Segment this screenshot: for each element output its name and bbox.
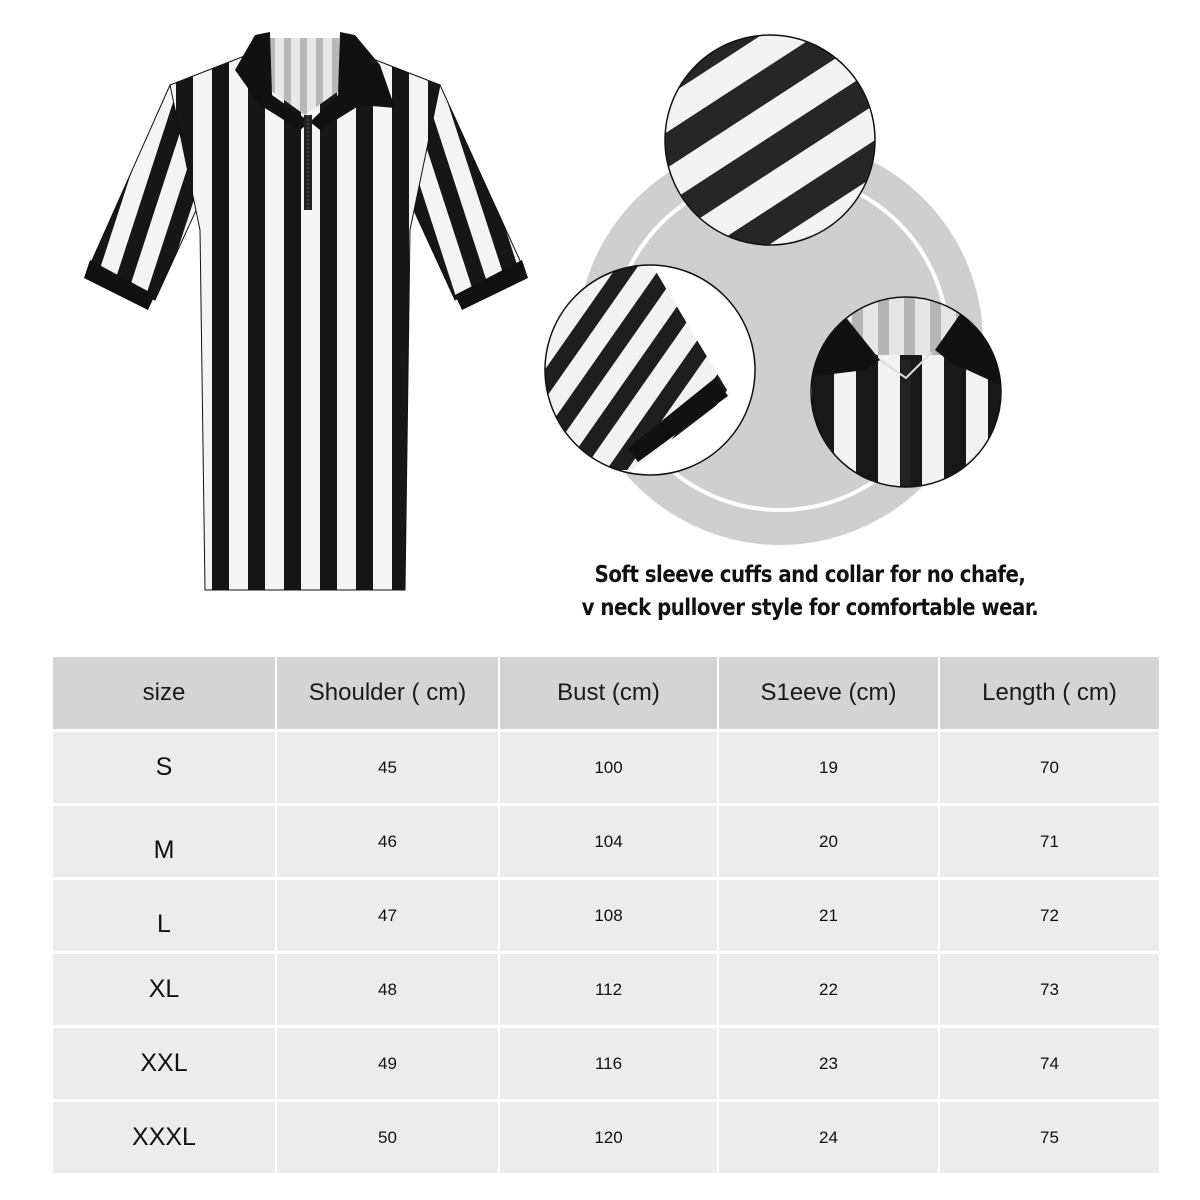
bust-cell: 120 — [500, 1102, 717, 1173]
shoulder-cell: 48 — [277, 954, 498, 1025]
header-bust: Bust (cm) — [500, 657, 717, 729]
length-cell: 74 — [940, 1028, 1159, 1099]
length-cell: 70 — [940, 732, 1159, 803]
shirt-front-image — [60, 10, 550, 600]
size-cell: XXXL — [53, 1102, 275, 1173]
sleeve-cell: 24 — [719, 1102, 938, 1173]
sleeve-cell: 21 — [719, 880, 938, 951]
caption-line-1: Soft sleeve cuffs and collar for no chafe, — [594, 562, 1026, 588]
header-sleeve: S1eeve (cm) — [719, 657, 938, 729]
caption-line-2: v neck pullover style for comfortable wear. — [581, 595, 1039, 621]
length-cell: 75 — [940, 1102, 1159, 1173]
shoulder-cell: 47 — [277, 880, 498, 951]
shoulder-cell: 46 — [277, 806, 498, 877]
bust-cell: 112 — [500, 954, 717, 1025]
size-cell: L — [53, 880, 275, 951]
sleeve-cell: 22 — [719, 954, 938, 1025]
header-length: Length ( cm) — [940, 657, 1159, 729]
sleeve-cell: 19 — [719, 732, 938, 803]
bust-cell: 104 — [500, 806, 717, 877]
detail-closeups — [540, 0, 1160, 550]
header-shoulder: Shoulder ( cm) — [277, 657, 498, 729]
sleeve-cell: 20 — [719, 806, 938, 877]
bust-cell: 100 — [500, 732, 717, 803]
size-cell: XXL — [53, 1028, 275, 1099]
length-cell: 72 — [940, 880, 1159, 951]
shoulder-cell: 49 — [277, 1028, 498, 1099]
length-cell: 73 — [940, 954, 1159, 1025]
shoulder-cell: 45 — [277, 732, 498, 803]
bust-cell: 108 — [500, 880, 717, 951]
shoulder-cell: 50 — [277, 1102, 498, 1173]
header-size: size — [53, 657, 275, 729]
size-chart-table — [53, 657, 1157, 1173]
sleeve-cell: 23 — [719, 1028, 938, 1099]
size-cell: S — [53, 732, 275, 803]
bust-cell: 116 — [500, 1028, 717, 1099]
size-cell: XL — [53, 954, 275, 1025]
size-cell: M — [53, 806, 275, 877]
length-cell: 71 — [940, 806, 1159, 877]
